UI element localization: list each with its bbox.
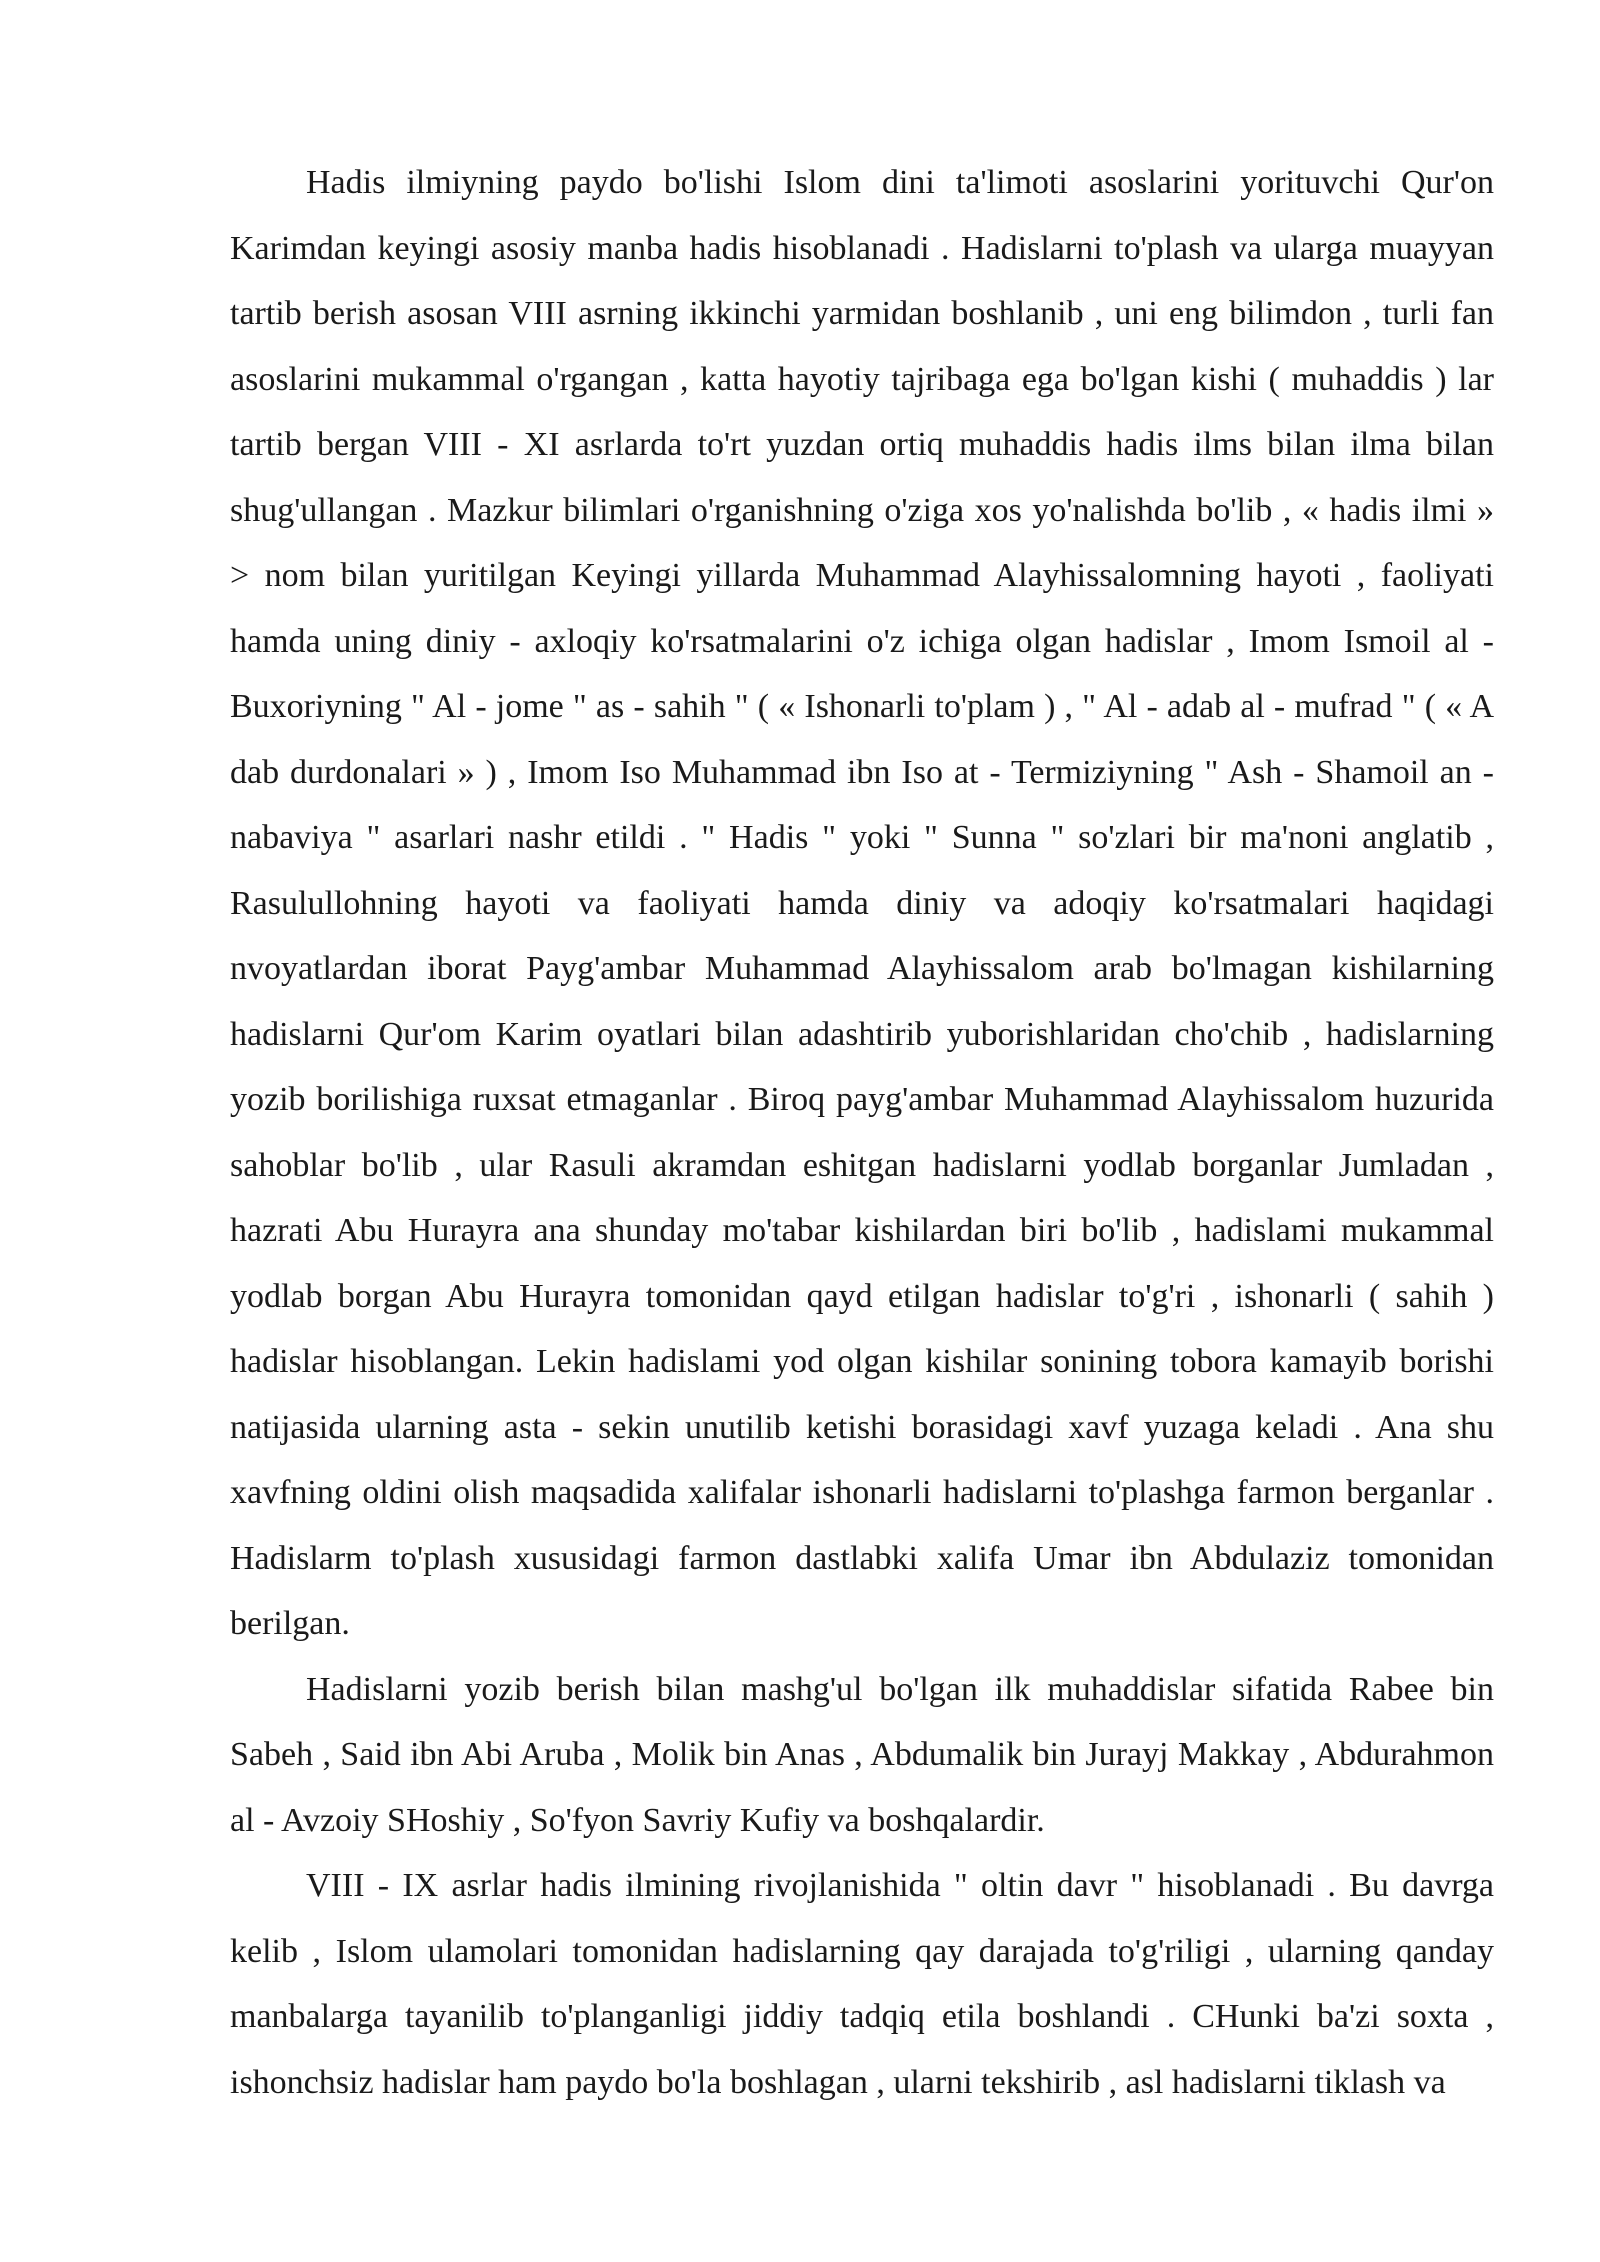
paragraph-early-muhaddis: Hadislarni yozib berish bilan mashg'ul bo'lgan ilk muhaddislar sifatida Rabee bin Sabeh , Said ibn Abi Aruba , Molik bin Anas , Abdumalik bin Jurayj Makkay , Abdurahmon al - Avzoiy SHoshiy , So'fyon Savriy Kufiy va boshqalardir. — [230, 1670, 1494, 1839]
paragraph-hadis-origins: Hadis ilmiyning paydo bo'lishi Islom dini ta'limoti asoslarini yorituvchi Qur'on Karimdan keyingi asosiy manba hadis hisoblanadi . Hadislarni to'plash va ularga muayyan tartib berish asosan VIII asrning ikkinchi yarmidan boshlanib , uni eng bilimdon , turli fan asoslarini mukammal o'rgangan , katta hayotiy tajribaga ega bo'lgan kishi ( muhaddis ) lar tartib bergan VIII - XI asrlarda to'rt yuzdan ortiq muhaddis hadis ilms bilan ilma bilan shug'ullangan . Mazkur bilimlari o'rganishning o'ziga xos yo'nalishda bo'lib , « hadis ilmi » > nom bilan yuritilgan Keyingi yillarda Muhammad Alayhissalomning hayoti , faoliyati hamda uning diniy - axloqiy ko'rsatmalarini o'z ichiga olgan hadislar , Imom Ismoil al - Buxoriyning " Al - jome " as - sahih " ( « Ishonarli to'plam ) , " Al - adab al - mufrad " ( « A dab durdonalari » ) , Imom Iso Muhammad ibn Iso at - Termiziyning " Ash - Shamoil an - nabaviya " asarlari nashr etildi . " Hadis " yoki " Sunna " so'zlari bir ma'noni anglatib , Rasulullohning hayoti va faoliyati hamda diniy va adoqiy ko'rsatmalari haqidagi nvoyatlardan iborat Payg'ambar Muhammad Alayhissalom arab bo'lmagan kishilarning hadislarni Qur'om Karim oyatlari bilan adashtirib yuborishlaridan cho'chib , hadislarning yozib borilishiga ruxsat etmaganlar . Biroq payg'ambar Muhammad Alayhissalom huzurida sahoblar bo'lib , ular Rasuli akramdan eshitgan hadislarni yodlab borganlar Jumladan , hazrati Abu Hurayra ana shunday mo'tabar kishilardan biri bo'lib , hadislami mukammal yodlab borgan Abu Hurayra tomonidan qayd etilgan hadislar to'g'ri , ishonarli ( sahih ) hadislar hisoblangan. Lekin hadislami yod olgan kishilar sonining tobora kamayib borishi natijasida ularning asta - sekin unutilib ketishi borasidagi xavf yuzaga keladi . Ana shu xavfning oldini olish maqsadida xalifalar ishonarli hadislarni to'plashga farmon berganlar . Hadislarm to'plash xususidagi farmon dastlabki xalifa Umar ibn Abdulaziz tomonidan berilgan. — [230, 164, 1494, 1642]
paragraph-golden-era: VIII - IX asrlar hadis ilmining rivojlanishida " oltin davr " hisoblanadi . Bu davrga kelib , Islom ulamolari tomonidan hadislarning qay darajada to'g'riligi , ularning qanday manbalarga tayanilib to'planganligi jiddiy tadqiq etila boshlandi . CHunki ba'zi soxta , ishonchsiz hadislar ham paydo bo'la boshlagan , ularni tekshirib , asl hadislarni tiklash va — [230, 1867, 1494, 2101]
document-page — [230, 150, 1494, 2115]
